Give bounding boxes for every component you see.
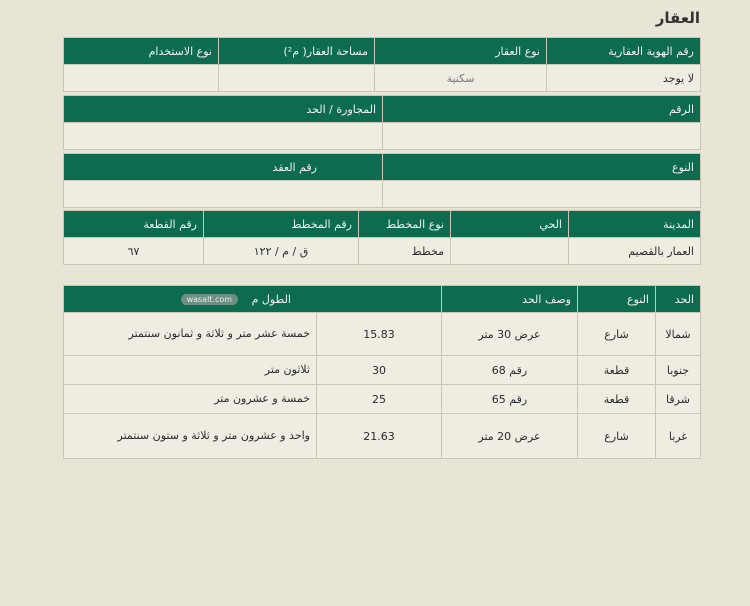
watermark: wasalt.com bbox=[181, 294, 239, 305]
row-length: 21.63 bbox=[317, 414, 442, 459]
row-length-text: خمسة و عشرون متر bbox=[64, 385, 317, 414]
table-row bbox=[64, 414, 701, 459]
header-contract-number: رقم العقد bbox=[64, 154, 383, 181]
page-title: العقار bbox=[655, 9, 700, 27]
property-info-table bbox=[63, 37, 701, 92]
header-description: وصف الحد bbox=[442, 286, 578, 313]
header-side: الحد bbox=[656, 286, 701, 313]
table-row bbox=[64, 313, 701, 356]
row-type: شارع bbox=[578, 414, 656, 459]
location-table bbox=[63, 210, 701, 265]
value-property-type: سكنية bbox=[375, 65, 547, 92]
neighbors-table bbox=[63, 95, 701, 150]
header-plan-type: نوع المخطط bbox=[359, 211, 451, 238]
row-type: قطعة bbox=[578, 356, 656, 385]
row-description: رقم 68 bbox=[442, 356, 578, 385]
header-type: النوع bbox=[578, 286, 656, 313]
header-city: المدينة bbox=[569, 211, 701, 238]
value-kind bbox=[383, 181, 701, 208]
value-plan-number: ق / م / ١٢٢ bbox=[204, 238, 359, 265]
row-side: شرقا bbox=[656, 385, 701, 414]
boundaries-table bbox=[63, 285, 701, 459]
row-description: عرض 20 متر bbox=[442, 414, 578, 459]
contract-table bbox=[63, 153, 701, 208]
row-side: غربا bbox=[656, 414, 701, 459]
value-city: العمار بالقصيم bbox=[569, 238, 701, 265]
row-length-text: واحد و عشرون متر و ثلاثة و ستون سنتمتر bbox=[64, 414, 317, 459]
row-side: شمالا bbox=[656, 313, 701, 356]
value-property-id: لا يوجد bbox=[547, 65, 701, 92]
value-property-area bbox=[219, 65, 375, 92]
row-type: قطعة bbox=[578, 385, 656, 414]
header-number: الرقم bbox=[383, 96, 701, 123]
row-length: 25 bbox=[317, 385, 442, 414]
row-length-text: ثلاثون متر bbox=[64, 356, 317, 385]
header-district: الحي bbox=[451, 211, 569, 238]
row-length: 30 bbox=[317, 356, 442, 385]
header-usage-type: نوع الاستخدام bbox=[64, 38, 219, 65]
header-kind: النوع bbox=[383, 154, 701, 181]
value-usage-type bbox=[64, 65, 219, 92]
header-length bbox=[64, 286, 442, 313]
header-property-id: رقم الهوية العقارية bbox=[547, 38, 701, 65]
row-description: عرض 30 متر bbox=[442, 313, 578, 356]
header-plan-number: رقم المخطط bbox=[204, 211, 359, 238]
header-property-area: مساحة العقار( م²) bbox=[219, 38, 375, 65]
header-plot-number: رقم القطعة bbox=[64, 211, 204, 238]
header-property-type: نوع العقار bbox=[375, 38, 547, 65]
row-side: جنوبا bbox=[656, 356, 701, 385]
row-description: رقم 65 bbox=[442, 385, 578, 414]
table-row bbox=[64, 385, 701, 414]
value-plot-number: ٦٧ bbox=[64, 238, 204, 265]
value-number bbox=[383, 123, 701, 150]
row-length-text: خمسة عشر متر و ثلاثة و ثمانون سنتمتر bbox=[64, 313, 317, 356]
table-row bbox=[64, 356, 701, 385]
value-district bbox=[451, 238, 569, 265]
value-contract-number bbox=[64, 181, 383, 208]
row-type: شارع bbox=[578, 313, 656, 356]
value-neighbor bbox=[64, 123, 383, 150]
value-plan-type: مخطط bbox=[359, 238, 451, 265]
header-length-label: الطول م bbox=[251, 292, 291, 306]
row-length: 15.83 bbox=[317, 313, 442, 356]
header-neighbor: المجاورة / الحد bbox=[64, 96, 383, 123]
